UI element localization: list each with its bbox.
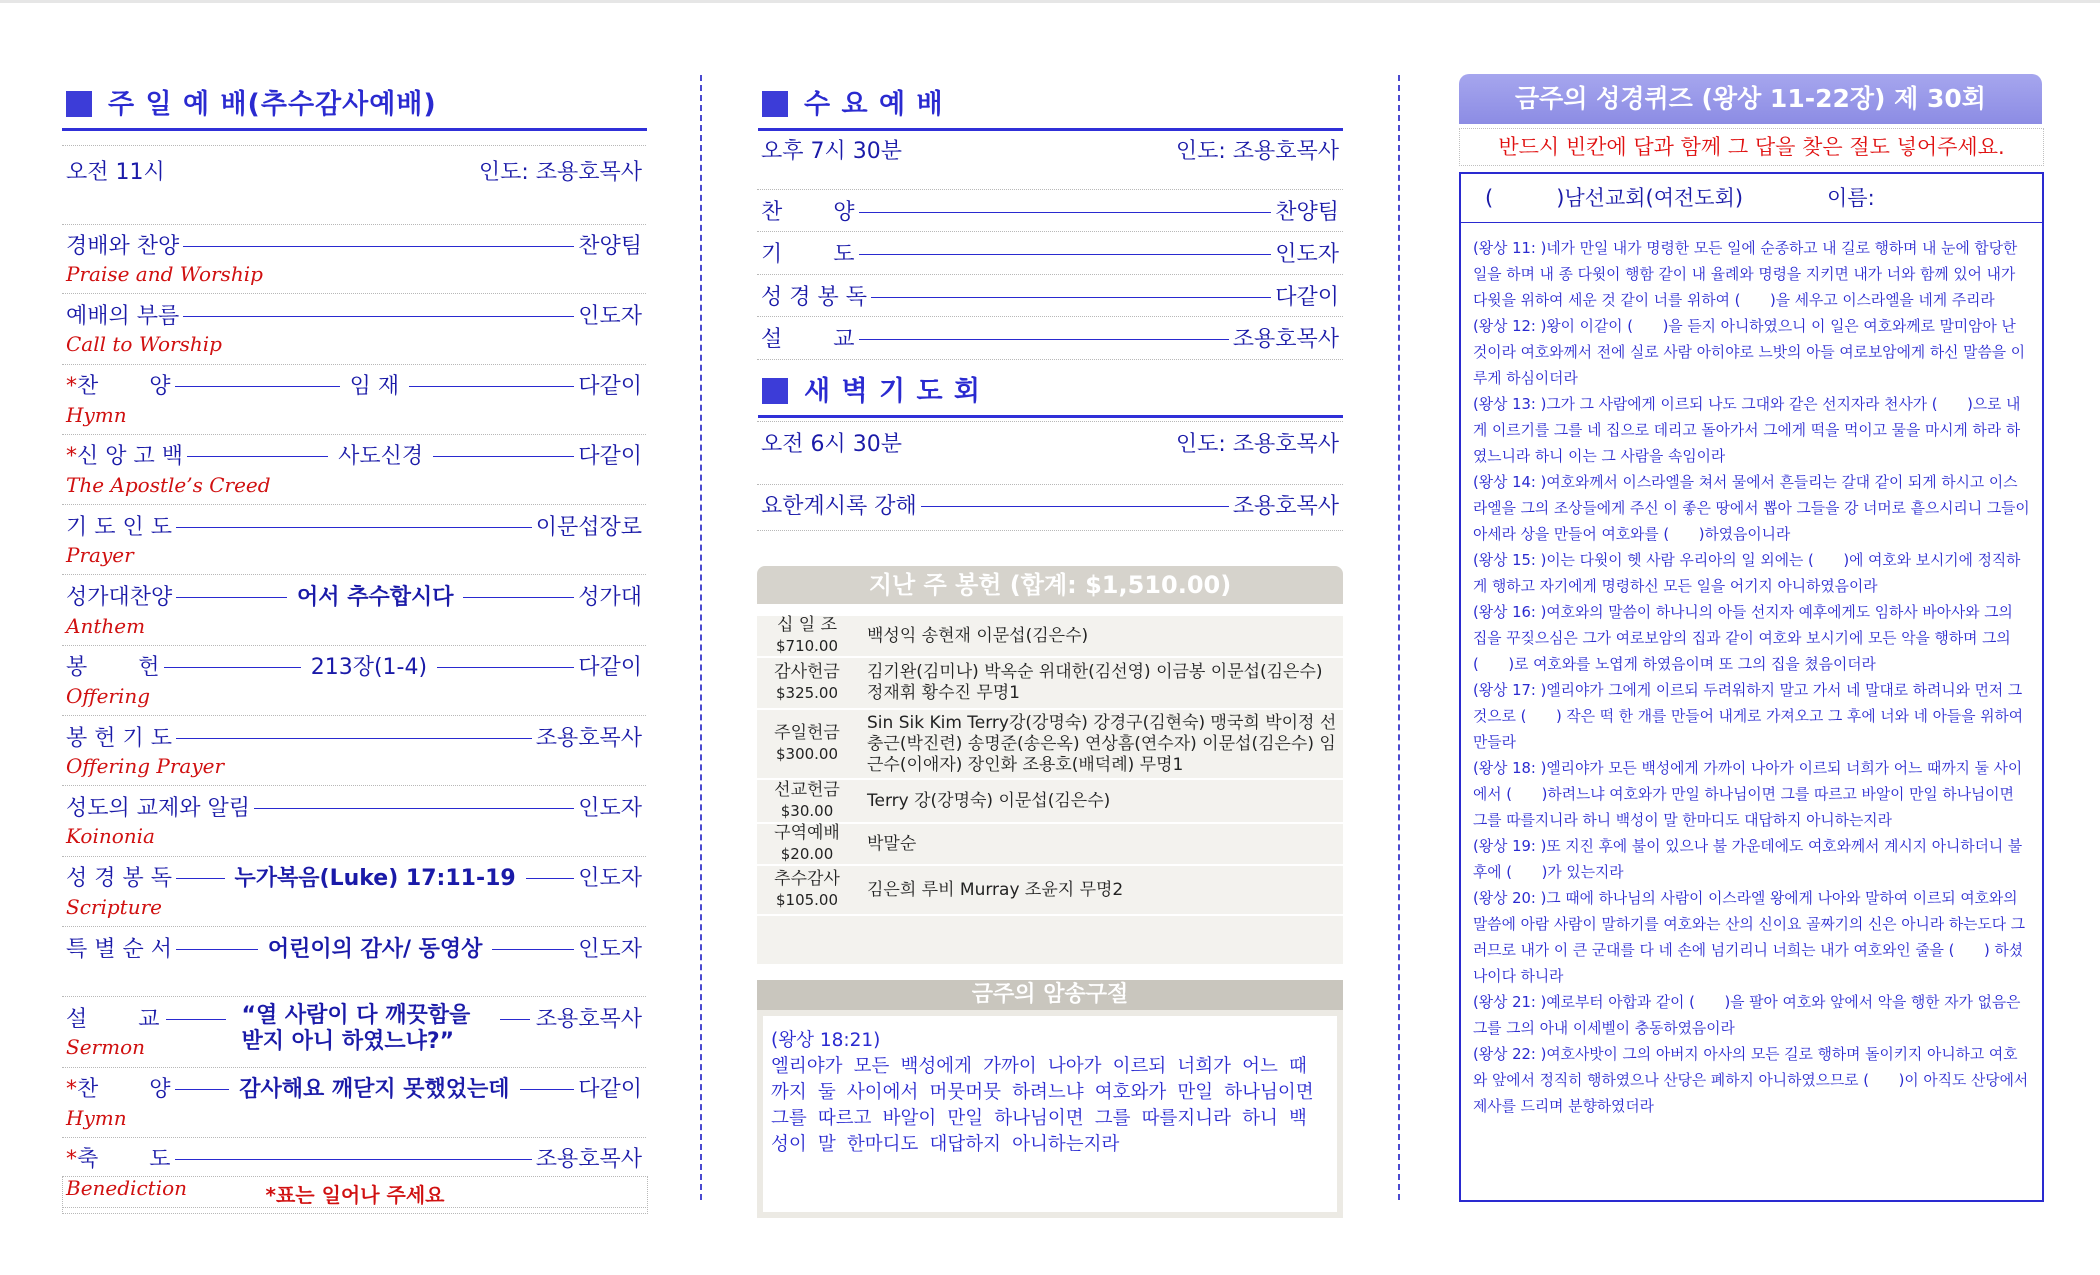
offering-row <box>757 824 1343 866</box>
quiz-instruction: 반드시 빈칸에 답과 함께 그 답을 찾은 절도 넣어주세요. <box>1459 128 2044 166</box>
memory-verse-ref: (왕상 18:21) <box>771 1030 881 1051</box>
sunday-row-item: 어린이의 감사/ 동영상 <box>267 936 483 962</box>
wednesday-row-who: 인도자 <box>1275 242 1339 267</box>
memory-verse-text: 엘리야가 모든 백성에게 가까이 나아가 이르되 너희가 어느 때까지 둘 사이에서 머뭇머뭇 하려느냐 여호와가 만일 하나님이면 그를 따르고 바알이 만일 하나님이면 그를 따를지니라 하니 백성이 말 한마디도 대답하지 아니하는지라 <box>771 1056 1314 1155</box>
offering-row <box>757 780 1343 824</box>
sunday-row-label <box>66 439 183 470</box>
sermon-title: “열 사람이 다 깨끗함을 받지 아니 하였느냐?” <box>241 1003 471 1055</box>
sunday-row-english: The Apostle’s Creed <box>66 472 271 497</box>
quiz-question: (왕상 20: )그 때에 하나님의 사람이 이스라엘 왕에게 나아와 말하여 이르되 여호와의 말씀에 아람 사람이 말하기를 여호와는 산의 신이요 골짜기의 신은 아니라 하는도다 그러므로 내가 이 큰 군대를 다 네 손에 넘기리니 너희는 내가 여호와인 줄을 ( ) 하셨나이다 하니라 <box>1473 890 2026 985</box>
sunday-row-who: 이문섭장로 <box>535 514 642 540</box>
dawn-leader: 인도: 조용호목사 <box>1175 431 1339 457</box>
section-square-icon <box>762 91 788 117</box>
sunday-row <box>62 786 646 856</box>
sunday-row <box>62 857 646 927</box>
sunday-row-who: 인도자 <box>578 795 642 821</box>
sunday-row <box>62 505 646 575</box>
wednesday-row-label: 설 교 <box>761 327 855 352</box>
quiz-question: (왕상 21: )예로부터 아합과 같이 ( )을 팔아 여호와 앞에서 악을 행한 자가 없음은 그를 그의 아내 이세벨이 충동하였음이라 <box>1473 994 2021 1037</box>
offering-amount: $325.00 <box>775 684 839 702</box>
sunday-row-label-text: 봉 헌 <box>66 655 160 681</box>
quiz-question: (왕상 14: )여호와께서 이스라엘을 쳐서 물에서 흔들리는 갈대 같이 되게 하시고 이스라엘을 그의 조상들에게 주신 이 좋은 땅에서 뽑아 그들을 강 너머로 흩으시리니 그들이 아세라 상을 만들어 여호와를 ( )하였음이니라 <box>1473 474 2030 543</box>
offering-blank-row <box>757 916 1343 966</box>
quiz-question: (왕상 19: )또 지진 후에 불이 있으나 불 가운데에도 여호와께서 계시지 아니하더니 불 후에 ( )가 있는지라 <box>1473 838 2023 881</box>
quiz-answer-box <box>1459 172 2044 1202</box>
column-divider <box>700 75 702 1200</box>
sunday-row-label-text: 신 앙 고 백 <box>77 444 183 470</box>
offering-category: 구역예배 $20.00 <box>757 824 857 864</box>
dawn-time-row <box>757 421 1343 485</box>
sunday-row-english: Praise and Worship <box>66 262 263 286</box>
sunday-row-label-text: 성 경 봉 독 <box>66 866 172 892</box>
wednesday-row <box>757 275 1343 317</box>
wednesday-row-who: 조용호목사 <box>1232 327 1339 352</box>
sunday-row-english: Prayer <box>66 543 134 568</box>
sunday-row-label <box>66 791 250 822</box>
sunday-row-label-text: 찬 양 <box>77 1077 171 1103</box>
sunday-row-english: Offering <box>66 683 151 708</box>
standing-marker: * <box>66 1147 77 1173</box>
standing-marker: * <box>66 1077 77 1103</box>
offering-donors: 김은희 루비 Murray 조윤지 무명2 <box>867 879 1124 900</box>
sunday-row-who: 조용호목사 <box>535 1147 642 1173</box>
sunday-row-label <box>66 1002 160 1033</box>
quiz-question: (왕상 18: )엘리야가 모든 백성에게 가까이 나아가 이르되 너희가 어느 때까지 둘 사이에서 ( )하려느냐 여호와가 만일 하나님이면 그를 따르고 바알이 만일 하나님이면 그를 따를지니라 하니 백성이 말 한마디도 대답하지 아니하는지라 <box>1473 760 2023 829</box>
sunday-row-item: 누가복음(Luke) 17:11-19 <box>234 866 516 892</box>
wednesday-row-label: 기 도 <box>761 242 855 267</box>
sunday-row-item: 어서 추수합시다 <box>297 585 454 610</box>
sunday-row-who: 다같이 <box>578 1077 643 1103</box>
wednesday-time-row <box>757 131 1343 190</box>
sunday-row-label <box>66 721 172 752</box>
offering-donors: 백성익 송현재 이문섭(김은수) <box>867 625 1089 646</box>
dawn-time: 오전 6시 30분 <box>761 431 902 457</box>
sunday-row-label <box>66 1142 171 1173</box>
offering-category: 주일헌금 $300.00 <box>757 710 857 778</box>
sunday-row-label <box>66 299 179 330</box>
offering-donors: Terry 강(강명숙) 이문섭(김은수) <box>867 790 1111 811</box>
sunday-row-label <box>66 1072 171 1103</box>
dawn-row-label: 요한계시록 강해 <box>761 493 917 519</box>
offering-category: 십 일 조 $710.00 <box>757 616 857 656</box>
footnote-box <box>62 1176 648 1214</box>
sunday-row-label <box>66 861 172 892</box>
wednesday-time: 오후 7시 30분 <box>761 138 902 164</box>
sunday-row-label-text: 찬 양 <box>77 374 171 400</box>
sunday-row-who: 인도자 <box>578 936 643 962</box>
section-square-icon <box>762 378 788 404</box>
wednesday-row-label: 찬 양 <box>761 199 855 225</box>
quiz-question: (왕상 15: )이는 다윗이 헷 사람 우리아의 일 외에는 ( )에 여호와 보시기에 정직하게 행하고 자기에게 명령하신 모든 일을 어기지 아니하였음이라 <box>1473 552 2021 595</box>
sunday-row-item: 감사해요 깨닫지 못했었는데 <box>239 1077 510 1103</box>
offering-row <box>757 658 1343 710</box>
sunday-row-label-text: 성도의 교제와 알림 <box>66 795 251 821</box>
offering-amount: $710.00 <box>775 637 839 655</box>
sunday-row-english: Hymn <box>66 1105 127 1130</box>
quiz-question: (왕상 22: )여호사밧이 그의 아버지 아사의 모든 길로 행하며 돌이키지 아니하고 여호와 앞에서 정직히 행하였으나 산당은 폐하지 아니하였으므로 ( )이 아직도 산당에서 제사를 드리며 분향하였더라 <box>1473 1046 2029 1115</box>
sunday-row-english: Sermon <box>66 1035 145 1060</box>
sunday-row-item: 임 재 <box>349 374 400 400</box>
church-group-field[interactable]: ( )남선교회(여전도회) <box>1485 186 1744 210</box>
offering-category: 감사헌금 $325.00 <box>757 658 857 708</box>
sunday-row-english: Offering Prayer <box>66 754 225 779</box>
standing-footnote: *표는 일어나 주세요 <box>265 1183 445 1207</box>
sunday-row-who: 조용호목사 <box>535 1006 642 1032</box>
quiz-question: (왕상 11: )네가 만일 내가 명령한 모든 일에 순종하고 내 길로 행하며 내 눈에 합당한 일을 하며 내 종 다윗이 행함 같이 내 율례와 명령을 지키면 내가 너와 함께 있어 내가 다윗을 위하여 세운 것 같이 너를 위하여 ( )을 세우고 이스라엘을 네게 주리라 <box>1473 240 2018 309</box>
sunday-row-who: 성가대 <box>578 585 642 610</box>
sunday-row <box>62 927 646 997</box>
section-square-icon <box>66 91 92 117</box>
name-field-label[interactable]: 이름: <box>1827 186 1875 210</box>
sunday-time-row <box>62 145 646 225</box>
offering-header: 지난 주 봉헌 (합계: $1,510.00) <box>757 566 1343 604</box>
sunday-row <box>62 997 646 1067</box>
offering-donors: 김기완(김미나) 박옥순 위대한(김선영) 이금봉 이문섭(김은수) 정재휘 황수진 무명1 <box>867 662 1323 703</box>
sunday-row-label-text: 설 교 <box>66 1006 160 1032</box>
sunday-row <box>62 224 646 294</box>
sunday-service-title: 주 일 예 배(추수감사예배) <box>108 89 437 120</box>
quiz-question: (왕상 12: )왕이 이같이 ( )을 듣지 아니하였으니 이 일은 여호와께로 말미암아 난 것이라 여호와께서 전에 실로 사람 아히야로 느밧의 아들 여로보암에게 하신 말씀을 이루게 하심이더라 <box>1473 318 2026 387</box>
offering-row <box>757 866 1343 916</box>
sunday-row-english: Benediction <box>66 1175 188 1200</box>
sunday-row-label-text: 봉 헌 기 도 <box>66 725 172 751</box>
quiz-header: 금주의 성경퀴즈 (왕상 11-22장) 제 30회 <box>1459 74 2042 124</box>
sunday-row-who: 다같이 <box>578 374 643 400</box>
sunday-row-who: 다같이 <box>578 655 643 681</box>
sunday-row-label-text: 예배의 부름 <box>66 303 180 329</box>
offering-amount: $105.00 <box>775 891 839 909</box>
sunday-row <box>62 435 646 505</box>
offering-amount: $30.00 <box>780 802 834 820</box>
wednesday-row-who: 찬양팀 <box>1275 199 1339 225</box>
offering-row <box>757 710 1343 780</box>
sunday-row-label <box>66 369 171 400</box>
sunday-row-label-text: 경배와 찬양 <box>66 233 180 259</box>
sunday-row-label-text: 특 별 순 서 <box>66 936 172 962</box>
wednesday-row <box>757 318 1343 360</box>
sunday-row-who: 인도자 <box>578 866 642 892</box>
sunday-row <box>62 365 646 435</box>
sunday-row-item: 213장(1-4) <box>310 655 428 681</box>
sunday-row <box>62 294 646 364</box>
quiz-question: (왕상 17: )엘리야가 그에게 이르되 두려워하지 말고 가서 네 말대로 하려니와 먼저 그것으로 ( ) 작은 떡 한 개를 만들어 내게로 가져오고 그 후에 너와 네 아들을 위하여 만들라 <box>1473 682 2024 751</box>
offering-category: 선교헌금 $30.00 <box>757 780 857 822</box>
standing-marker: * <box>66 444 77 470</box>
sunday-row-english: Scripture <box>66 894 162 919</box>
sunday-row-label-text: 성가대찬양 <box>66 585 173 610</box>
wednesday-service-header <box>758 78 1343 131</box>
sunday-row-label <box>66 650 160 681</box>
dawn-row <box>757 484 1343 531</box>
dawn-prayer-header <box>758 365 1343 418</box>
sunday-row-english: Koinonia <box>66 824 155 849</box>
sunday-row-label <box>66 932 172 963</box>
sunday-row-label-text: 축 도 <box>77 1147 171 1173</box>
quiz-question: (왕상 16: )여호와의 말씀이 하나니의 아들 선지자 예후에게도 임하사 바아사와 그의 집을 꾸짖으심은 그가 여로보암의 집과 같이 여호와 보시기에 모든 악을 행하며 그의 ( )로 여호와를 노엽게 하였음이며 또 그의 집을 쳤음이더라 <box>1473 604 2013 673</box>
column-divider <box>1398 75 1400 1200</box>
sunday-time: 오전 11시 <box>66 159 165 185</box>
sunday-service-header <box>62 78 647 131</box>
sunday-row-who: 인도자 <box>578 303 642 329</box>
sunday-row-label <box>66 510 172 541</box>
sunday-row-english: Anthem <box>66 613 146 638</box>
top-border <box>0 0 2100 3</box>
sunday-row-item: 사도신경 <box>338 444 424 470</box>
dawn-row-who: 조용호목사 <box>1232 493 1339 519</box>
quiz-question: (왕상 13: )그가 그 사람에게 이르되 나도 그대와 같은 선지자라 천사가 ( )으로 내게 이르기를 그를 네 집으로 데리고 돌아가서 그에게 떡을 먹이고 물을 마시게 하라 하였느니라 하니 이는 그 사람을 속임이라 <box>1473 396 2021 465</box>
sunday-row-english: Call to Worship <box>66 332 222 357</box>
sunday-row-label-text: 기 도 인 도 <box>66 514 172 540</box>
sunday-row-label <box>66 580 172 611</box>
wednesday-row-who: 다같이 <box>1275 284 1339 310</box>
sunday-row-who: 다같이 <box>578 444 642 470</box>
sunday-row <box>62 716 646 786</box>
wednesday-row-label: 성 경 봉 독 <box>761 284 867 310</box>
sunday-row-who: 찬양팀 <box>578 233 642 259</box>
offering-category: 추수감사 $105.00 <box>757 866 857 914</box>
wednesday-service-title: 수 요 예 배 <box>804 89 944 120</box>
offering-row <box>757 616 1343 658</box>
sunday-row <box>62 1068 646 1138</box>
sunday-row-who: 조용호목사 <box>535 725 642 751</box>
wednesday-row <box>757 233 1343 275</box>
standing-marker: * <box>66 374 77 400</box>
sunday-leader: 인도: 조용호목사 <box>478 159 642 185</box>
memory-verse-header: 금주의 암송구절 <box>757 980 1343 1010</box>
offering-amount: $20.00 <box>780 845 834 863</box>
offering-donors: Sin Sik Kim Terry강(강명숙) 강경구(김현숙) 맹국희 박이정 선충근(박진련) 송명준(송은옥) 연상흠(연수자) 이문섭(김은수) 임근수(이애자) 장인화 조용호(배덕례) 무명1 <box>867 712 1337 775</box>
sunday-row-english: Hymn <box>66 402 127 427</box>
memory-verse-box <box>757 1010 1343 1218</box>
offering-donors: 박말순 <box>867 833 917 854</box>
sunday-row-label <box>66 229 179 260</box>
wednesday-leader: 인도: 조용호목사 <box>1175 138 1339 164</box>
dawn-prayer-title: 새 벽 기 도 회 <box>804 376 982 407</box>
offering-amount: $300.00 <box>775 745 839 763</box>
wednesday-row <box>757 190 1343 232</box>
quiz-name-line <box>1461 174 2042 223</box>
quiz-questions <box>1473 236 2030 1120</box>
sunday-row <box>62 576 646 646</box>
sunday-row <box>62 646 646 716</box>
